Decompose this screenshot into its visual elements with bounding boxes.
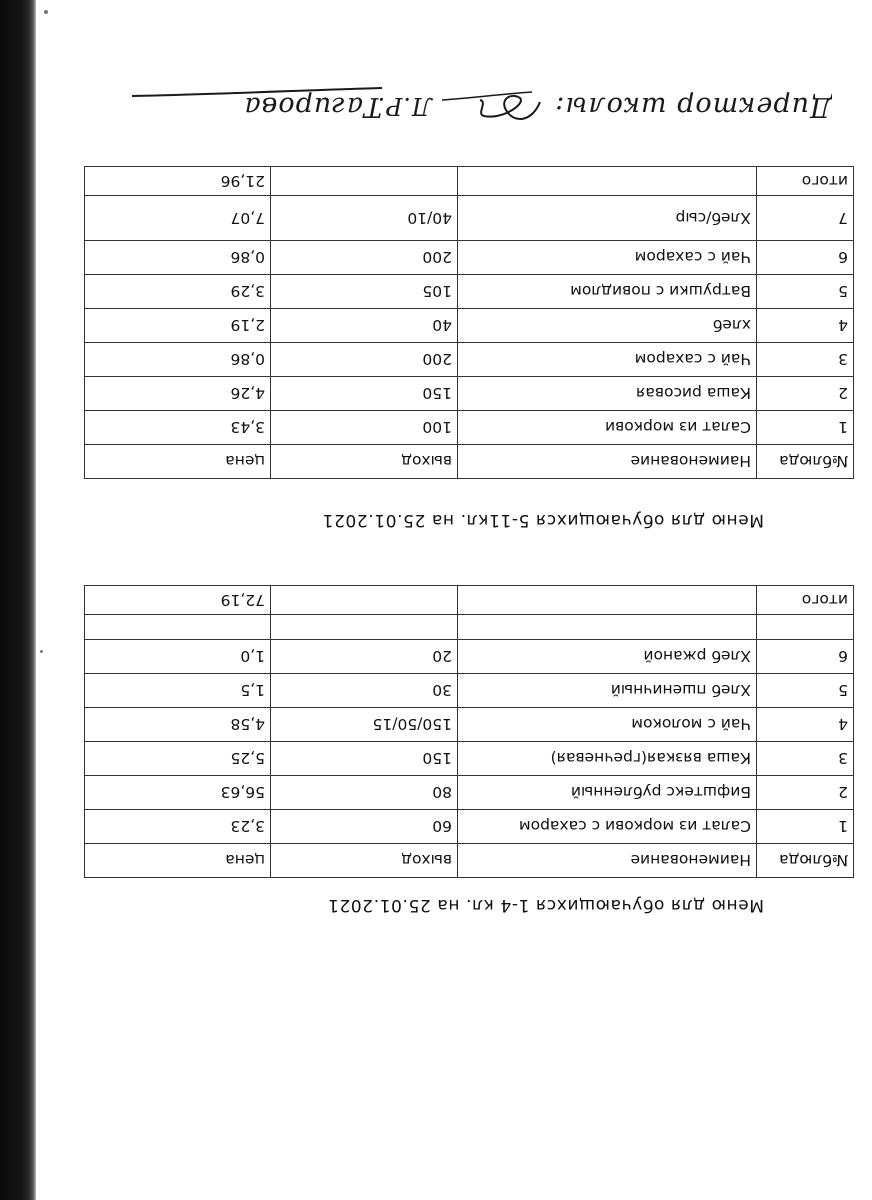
row-output: 100: [271, 411, 458, 445]
row-num: 3: [757, 742, 854, 776]
row-num: 2: [757, 377, 854, 411]
row-num: 1: [757, 810, 854, 844]
blank-cell: [458, 615, 757, 640]
row-output: 200: [271, 241, 458, 275]
row-output: 150: [271, 742, 458, 776]
row-num: 6: [757, 241, 854, 275]
total-label: итого: [757, 167, 854, 196]
row-name: Салат из моркови: [458, 411, 757, 445]
menu-table-5-11: [84, 166, 854, 479]
header-num: №блюда: [757, 445, 854, 479]
blank-cell: [85, 615, 271, 640]
blank-cell: [271, 586, 458, 615]
signature-label: Директор школы:: [554, 91, 832, 122]
total-label: итого: [757, 586, 854, 615]
row-output: 60: [271, 810, 458, 844]
table-row: [85, 674, 854, 708]
signature-name: Тагирова: [243, 91, 382, 122]
header-output: выход: [271, 844, 458, 878]
director-signature: [112, 70, 832, 160]
scanner-edge: [0, 0, 36, 1200]
row-num: 1: [757, 411, 854, 445]
table-row: [85, 810, 854, 844]
row-name: Салат из моркови с сахаром: [458, 810, 757, 844]
table-row: [85, 309, 854, 343]
row-price: 0,86: [85, 343, 271, 377]
row-output: 30: [271, 674, 458, 708]
table-header-row: [85, 445, 854, 479]
table-row: [85, 708, 854, 742]
row-name: Каша рисовая: [458, 377, 757, 411]
table-header-row: [85, 844, 854, 878]
signature-initials: Л.Р.: [376, 92, 432, 120]
row-price: 1,5: [85, 674, 271, 708]
row-num: 7: [757, 196, 854, 241]
row-name: Каша вязкая(гречневая): [458, 742, 757, 776]
row-price: 4,58: [85, 708, 271, 742]
row-price: 2,19: [85, 309, 271, 343]
row-num: 4: [757, 309, 854, 343]
blank-cell: [271, 615, 458, 640]
row-output: 150/50/15: [271, 708, 458, 742]
table-row: [85, 742, 854, 776]
row-num: 5: [757, 674, 854, 708]
header-num: №блюда: [757, 844, 854, 878]
row-output: 80: [271, 776, 458, 810]
table-row: [85, 196, 854, 241]
blank-cell: [458, 167, 757, 196]
row-name: Бифштекс рубленный: [458, 776, 757, 810]
menu-table-1-4: [84, 585, 854, 878]
menu-title-1-4: Меню для обучающихся 1-4 кл. на 25.01.2021: [327, 895, 764, 915]
row-name: Чай с сахаром: [458, 343, 757, 377]
row-num: 2: [757, 776, 854, 810]
scanned-document: [36, 0, 872, 1200]
row-price: 7,07: [85, 196, 271, 241]
row-output: 40: [271, 309, 458, 343]
table-row: [85, 776, 854, 810]
table-row-blank: [85, 615, 854, 640]
row-price: 5,25: [85, 742, 271, 776]
header-output: выход: [271, 445, 458, 479]
row-num: 5: [757, 275, 854, 309]
header-price: цена: [85, 445, 271, 479]
row-price: 56,63: [85, 776, 271, 810]
total-value: 21,96: [85, 167, 271, 196]
blank-cell: [271, 167, 458, 196]
row-price: 3,43: [85, 411, 271, 445]
row-name: Хлеб ржаной: [458, 640, 757, 674]
row-name: хлеб: [458, 309, 757, 343]
table-row: [85, 343, 854, 377]
row-price: 3,23: [85, 810, 271, 844]
row-output: 20: [271, 640, 458, 674]
row-num: 6: [757, 640, 854, 674]
row-price: 0,86: [85, 241, 271, 275]
row-name: Чай с сахаром: [458, 241, 757, 275]
blank-cell: [757, 615, 854, 640]
table-row: [85, 377, 854, 411]
row-price: 3,29: [85, 275, 271, 309]
table-row: [85, 411, 854, 445]
row-name: Ватрушки с повидлом: [458, 275, 757, 309]
row-output: 150: [271, 377, 458, 411]
row-num: 3: [757, 343, 854, 377]
header-name: Наименование: [458, 445, 757, 479]
row-price: 1,0: [85, 640, 271, 674]
table-row: [85, 275, 854, 309]
table-total-row: [85, 167, 854, 196]
row-output: 105: [271, 275, 458, 309]
table-row: [85, 241, 854, 275]
row-output: 200: [271, 343, 458, 377]
header-name: Наименование: [458, 844, 757, 878]
blank-cell: [458, 586, 757, 615]
row-name: Хлеб/сыр: [458, 196, 757, 241]
row-price: 4,26: [85, 377, 271, 411]
row-output: 40/10: [271, 196, 458, 241]
signature-scribble-icon: [442, 92, 540, 119]
header-price: цена: [85, 844, 271, 878]
total-value: 72,19: [85, 586, 271, 615]
table-total-row: [85, 586, 854, 615]
row-num: 4: [757, 708, 854, 742]
table-row: [85, 640, 854, 674]
row-name: Хлеб пшеничный: [458, 674, 757, 708]
menu-title-5-11: Меню для обучающихся 5-11кл. на 25.01.2021: [321, 510, 764, 530]
row-name: Чай с молоком: [458, 708, 757, 742]
